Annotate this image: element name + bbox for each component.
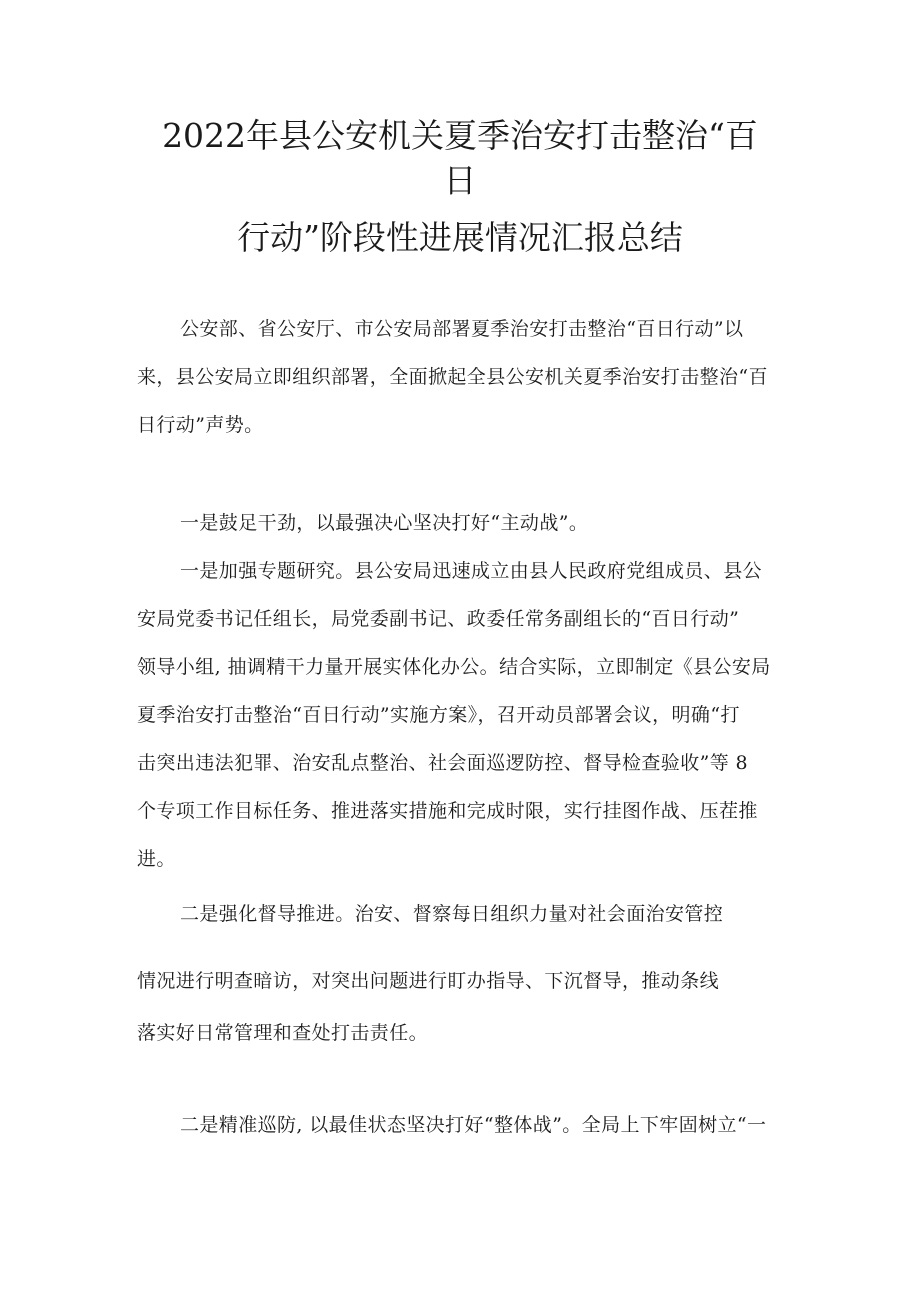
section-heading-1: 一是鼓足干劲，以最强决心坚决打好“主动战”。: [180, 512, 589, 534]
para1-line-1: 一是加强专题研究。县公安局迅速成立由县人民政府党组成员、县公: [180, 560, 763, 582]
para1-line-4: 夏季治安打击整治“百日行动”实施方案》，召开动员部署会议，明确“打: [137, 704, 740, 726]
para1-line-5: 击突出违法犯罪、治安乱点整治、社会面巡逻防控、督导检查验收”等 8: [137, 752, 749, 774]
para2-line-2: 情况进行明查暗访，对突出问题进行盯办指导、下沉督导，推动条线: [137, 970, 720, 992]
para1-line-3: 领导小组, 抽调精干力量开展实体化办公。结合实际，立即制定《县公安局: [137, 656, 771, 678]
para1-line-6: 个专项工作目标任务、推进落实措施和完成时限，实行挂图作战、压茬推: [137, 800, 758, 822]
document-title-line-1: 2022年县公安机关夏季治安打击整治“百: [162, 116, 758, 155]
intro-line-3: 日行动”声势。: [137, 414, 264, 436]
para2-line-3: 落实好日常管理和查处打击责任。: [137, 1022, 429, 1044]
intro-line-1: 公安部、省公安厅、市公安局部署夏季治安打击整治“百日行动”以: [180, 318, 744, 340]
intro-line-2: 来，县公安局立即组织部署，全面掀起全县公安机关夏季治安打击整治“百: [137, 366, 768, 388]
document-title-line-3: 行动”阶段性进展情况汇报总结: [237, 218, 683, 257]
section-heading-2: 二是精准巡防, 以最佳状态坚决打好“整体战”。全局上下牢固树立“一: [180, 1114, 767, 1136]
document-title-line-2: 日: [443, 161, 477, 200]
para1-line-7: 进。: [137, 848, 176, 870]
para2-line-1: 二是强化督导推进。治安、督察每日组织力量对社会面治安管控: [180, 903, 724, 925]
para1-line-2: 安局党委书记任组长，局党委副书记、政委任常务副组长的“百日行动”: [137, 608, 740, 630]
